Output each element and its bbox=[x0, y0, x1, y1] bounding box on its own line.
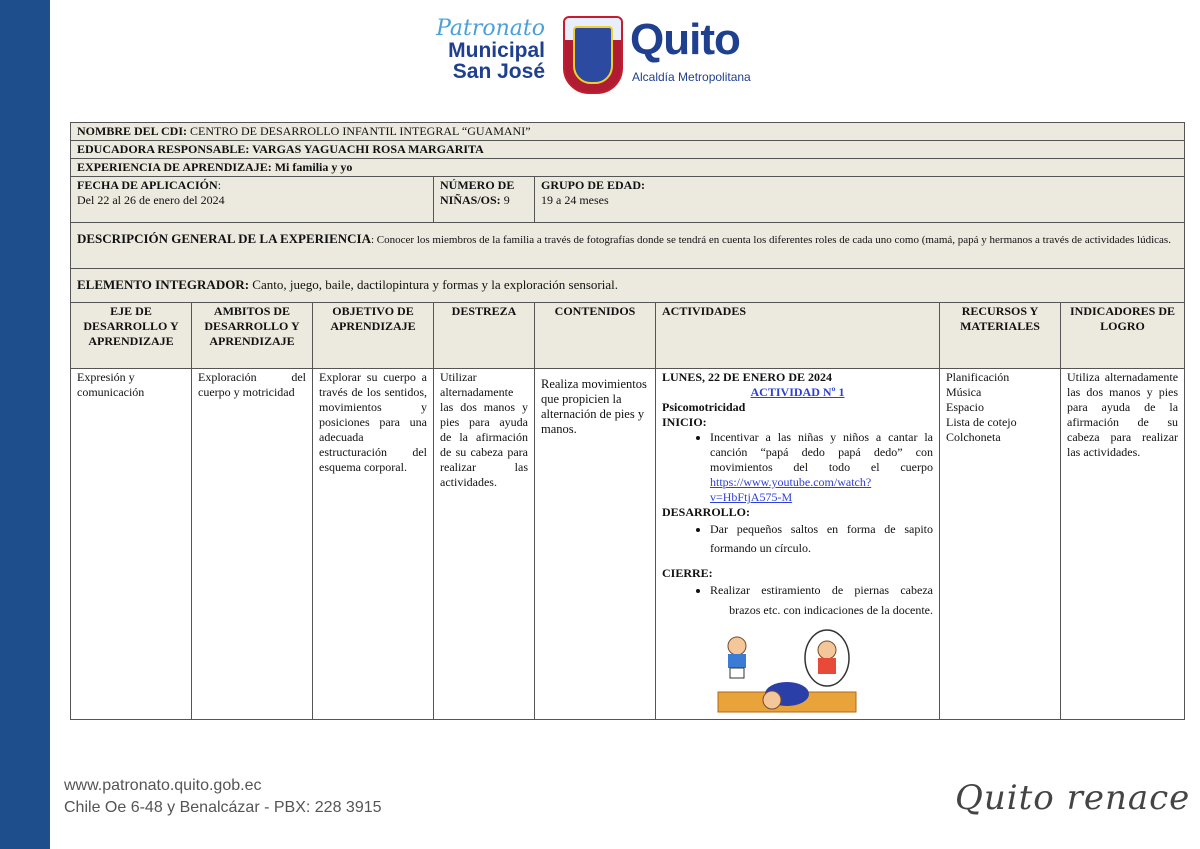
quito-renace-signature: Quito renace bbox=[955, 778, 1191, 818]
row-cdi: NOMBRE DEL CDI: CENTRO DE DESARROLLO INFANTIL INTEGRAL “GUAMANI” bbox=[71, 123, 1185, 141]
cell-ambitos: Exploración del cuerpo y motricidad bbox=[192, 369, 313, 720]
cierre-item: • Realizar estiramiento de piernas cabeza brazos etc. con indicaciones de la docente. bbox=[710, 581, 933, 619]
cell-contenidos: Realiza movimientos que propicien la alternación de pies y manos. bbox=[535, 369, 656, 720]
cell-eje: Expresión y comunicación bbox=[71, 369, 192, 720]
quito-logo-text: Quito bbox=[630, 15, 740, 64]
cell-actividades: LUNES, 22 DE ENERO DE 2024 ACTIVIDAD Nº 1 Psicomotricidad INICIO: • Incentivar a las niñas y niños a cantar la canción “papá dedo papá dedo” con movimientos del todo el cuerpo https://www.youtube.com/watch?v=HbFtjA575-M DESARROLLO: • Dar pequeños saltos en forma de sapito formando un círculo. CIERRE: • Realizar estiramiento de piernas cabeza brazos etc. con indicaciones de la docente. bbox=[656, 369, 940, 720]
col-actividades: ACTIVIDADES bbox=[656, 303, 940, 369]
header-logos bbox=[430, 16, 790, 96]
row-educadora: EDUCADORA RESPONSABLE: VARGAS YAGUACHI ROSA MARGARITA bbox=[71, 141, 1185, 159]
footer-address: Chile Oe 6-48 y Benalcázar - PBX: 228 3915 bbox=[64, 799, 382, 816]
activity-title: ACTIVIDAD Nº 1 bbox=[750, 385, 845, 399]
col-contenidos: CONTENIDOS bbox=[535, 303, 656, 369]
row-descripcion: DESCRIPCIÓN GENERAL DE LA EXPERIENCIA: Conocer los miembros de la familia a través de fotografías donde se tendrá en cuenta los diferentes roles de cada uno como (mamá, papá y hermanos a través de actividades lúdicas. bbox=[71, 223, 1185, 269]
row-experiencia: EXPERIENCIA DE APRENDIZAJE: Mi familia y yo bbox=[71, 159, 1185, 177]
left-blue-bar bbox=[0, 0, 50, 849]
cell-objetivo: Explorar su cuerpo a través de los sentidos, movimientos y posiciones para una adecuada estructuración del esquema corporal. bbox=[313, 369, 434, 720]
footer-website: www.patronato.quito.gob.ec bbox=[64, 777, 262, 794]
col-recursos: RECURSOS Y MATERIALES bbox=[940, 303, 1061, 369]
col-indicadores: INDICADORES DE LOGRO bbox=[1061, 303, 1185, 369]
cell-indicadores: Utiliza alternadamente las dos manos y pies para ayuda de la afirmación de su cabeza para realizar las actividades. bbox=[1061, 369, 1185, 720]
patronato-logo: Patronato Municipal San José bbox=[436, 16, 545, 83]
activity-row bbox=[71, 369, 1185, 720]
col-ambitos: AMBITOS DE DESARROLLO Y APRENDIZAJE bbox=[192, 303, 313, 369]
quito-crest-icon bbox=[563, 16, 623, 94]
planning-table bbox=[70, 122, 1185, 720]
footer-contact bbox=[64, 775, 382, 819]
cell-destreza: Utilizar alternadamente las dos manos y pies para ayuda de la afirmación de su cabeza para realizar las actividades. bbox=[434, 369, 535, 720]
row-fecha: FECHA DE APLICACIÓN: Del 22 al 26 de enero del 2024 NÚMERO DE NIÑAS/OS: 9 GRUPO DE EDAD: 19 a 24 meses bbox=[71, 177, 1185, 223]
alcaldia-text: Alcaldía Metropolitana bbox=[632, 70, 751, 84]
col-eje: EJE DE DESARROLLO Y APRENDIZAJE bbox=[71, 303, 192, 369]
cell-recursos: Planificación Música Espacio Lista de cotejo Colchoneta bbox=[940, 369, 1061, 720]
desarrollo-item: • Dar pequeños saltos en forma de sapito formando un círculo. bbox=[710, 520, 933, 558]
row-elemento: ELEMENTO INTEGRADOR: Canto, juego, baile, dactilopintura y formas y la exploración sensorial. bbox=[71, 269, 1185, 303]
youtube-link[interactable]: https://www.youtube.com/watch?v=HbFtjA575-M bbox=[710, 475, 872, 504]
col-destreza: DESTREZA bbox=[434, 303, 535, 369]
col-objetivo: OBJETIVO DE APRENDIZAJE bbox=[313, 303, 434, 369]
children-playing-illustration bbox=[712, 628, 862, 718]
column-headers bbox=[71, 303, 1185, 369]
inicio-item: • Incentivar a las niñas y niños a cantar la canción “papá dedo papá dedo” con movimientos del todo el cuerpo https://www.youtube.com/watch?v=HbFtjA575-M bbox=[710, 430, 933, 505]
